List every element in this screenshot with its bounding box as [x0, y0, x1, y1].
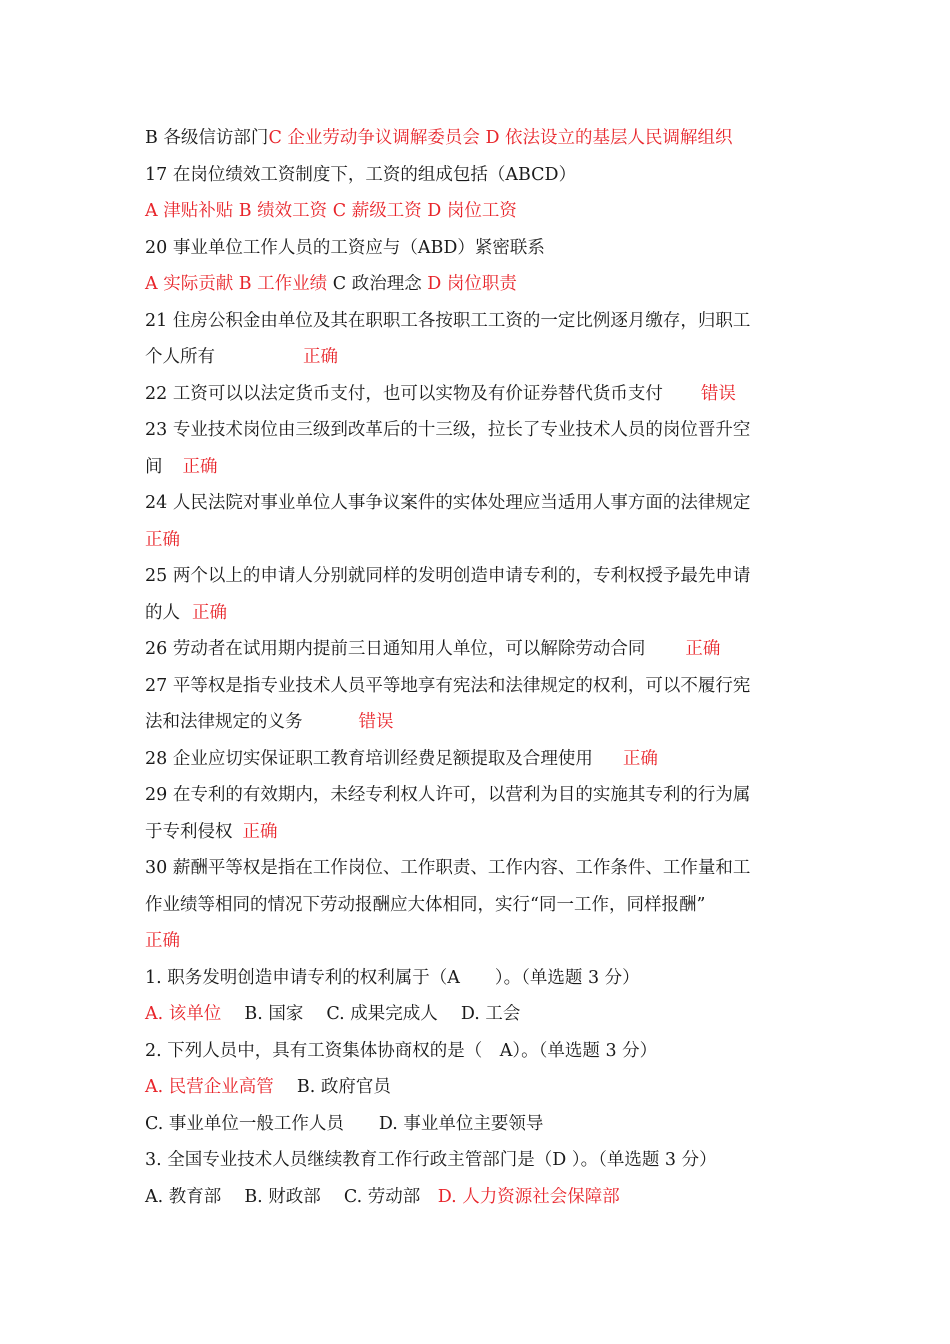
answer-text: D 岗位职责: [427, 274, 517, 294]
question-text: 23 专业技术岗位由三级到改革后的十三级，拉长了专业技术人员的岗位晋升空: [145, 420, 751, 440]
question-text: 25 两个以上的申请人分别就同样的发明创造申请专利的，专利权授予最先申请: [145, 566, 751, 586]
text-line: [145, 120, 815, 157]
question-text: 27 平等权是指专业技术人员平等地享有宪法和法律规定的权利，可以不履行宪: [145, 675, 751, 696]
text-line: [145, 1033, 815, 1070]
text-line: [145, 923, 815, 960]
question-text: 作业绩等相同的情况下劳动报酬应大体相同，实行“同一工作，同样报酬”: [145, 894, 706, 915]
question-text: 26 劳动者在试用期内提前三日通知用人单位，可以解除劳动合同: [145, 639, 646, 659]
question-text: C 政治理念: [327, 274, 428, 294]
text-line: [145, 741, 815, 778]
question-text: 间: [145, 456, 163, 477]
answer-text: 正确: [192, 602, 227, 623]
text-line: [145, 777, 815, 814]
question-text: 2. 下列人员中，具有工资集体协商权的是（ A）。（单选题 3 分）: [145, 1040, 658, 1061]
answer-text: A. 民营企业高管: [145, 1077, 274, 1097]
question-text: A. 教育部 B. 财政部 C. 劳动部: [145, 1186, 438, 1207]
answer-text: 错误: [700, 383, 736, 404]
question-text: 个人所有: [145, 347, 215, 367]
text-line: [145, 558, 815, 595]
document-body: [145, 120, 815, 1215]
answer-text: 正确: [145, 529, 180, 550]
text-line: [145, 157, 815, 194]
answer-text: 错误: [358, 712, 394, 732]
question-text: 20 事业单位工作人员的工资应与（ABD）紧密联系: [145, 237, 545, 258]
question-text: 17 在岗位绩效工资制度下，工资的组成包括（ABCD）: [145, 164, 577, 185]
question-text: 30 薪酬平等权是指在工作岗位、工作职责、工作内容、工作条件、工作量和工: [145, 858, 751, 878]
question-text: B. 政府官员: [273, 1077, 391, 1097]
question-text: 1. 职务发明创造申请专利的权利属于（A ）。（单选题 3 分）: [145, 967, 640, 988]
text-line: [145, 193, 815, 230]
answer-text: 正确: [303, 347, 338, 367]
answer-text: 正确: [242, 821, 278, 842]
question-text: 29 在专利的有效期内，未经专利权人许可，以营利为目的实施其专利的行为属: [145, 785, 751, 805]
question-text: B. 国家 C. 成果完成人 D. 工会: [221, 1004, 521, 1024]
answer-text: A. 该单位: [145, 1004, 222, 1024]
text-line: [145, 1106, 815, 1143]
text-line: [145, 996, 815, 1033]
text-line: [145, 668, 815, 705]
text-line: [145, 631, 815, 668]
question-text: 3. 全国专业技术人员继续教育工作行政主管部门是（D ）。（单选题 3 分）: [145, 1150, 717, 1170]
text-line: [145, 485, 815, 522]
text-line: [145, 266, 815, 303]
question-text: 的人: [145, 602, 180, 623]
text-line: [145, 376, 815, 413]
answer-text: D. 人力资源社会保障部: [437, 1186, 620, 1207]
text-line: [145, 1142, 815, 1179]
question-text: 24 人民法院对事业单位人事争议案件的实体处理应当适用人事方面的法律规定: [145, 493, 751, 513]
text-line: [145, 814, 815, 851]
question-text: C. 事业单位一般工作人员 D. 事业单位主要领导: [145, 1113, 544, 1134]
text-line: [145, 595, 815, 632]
answer-text: C 企业劳动争议调解委员会 D 依法设立的基层人民调解组织: [268, 128, 733, 148]
question-text: 28 企业应切实保证职工教育培训经费足额提取及合理使用: [145, 748, 593, 769]
answer-text: A 实际贡献 B 工作业绩: [145, 274, 328, 294]
text-line: [145, 850, 815, 887]
answer-text: 正确: [622, 748, 658, 769]
text-line: [145, 230, 815, 267]
text-line: [145, 412, 815, 449]
text-line: [145, 1179, 815, 1216]
text-line: [145, 449, 815, 486]
answer-text: 正确: [182, 456, 218, 477]
text-line: [145, 522, 815, 559]
text-line: [145, 339, 815, 376]
answer-text: A 津贴补贴 B 绩效工资 C 薪级工资 D 岗位工资: [145, 201, 517, 221]
text-line: [145, 303, 815, 340]
answer-text: 正确: [145, 931, 180, 951]
text-line: [145, 1069, 815, 1106]
question-text: 法和法律规定的义务: [145, 712, 303, 732]
text-line: [145, 887, 815, 924]
text-line: [145, 960, 815, 997]
question-text: 于专利侵权: [145, 821, 233, 842]
question-text: 21 住房公积金由单位及其在职职工各按职工工资的一定比例逐月缴存，归职工: [145, 310, 751, 331]
question-text: B 各级信访部门: [145, 128, 269, 148]
answer-text: 正确: [685, 639, 721, 659]
text-line: [145, 704, 815, 741]
question-text: 22 工资可以以法定货币支付，也可以实物及有价证券替代货币支付: [145, 383, 663, 404]
